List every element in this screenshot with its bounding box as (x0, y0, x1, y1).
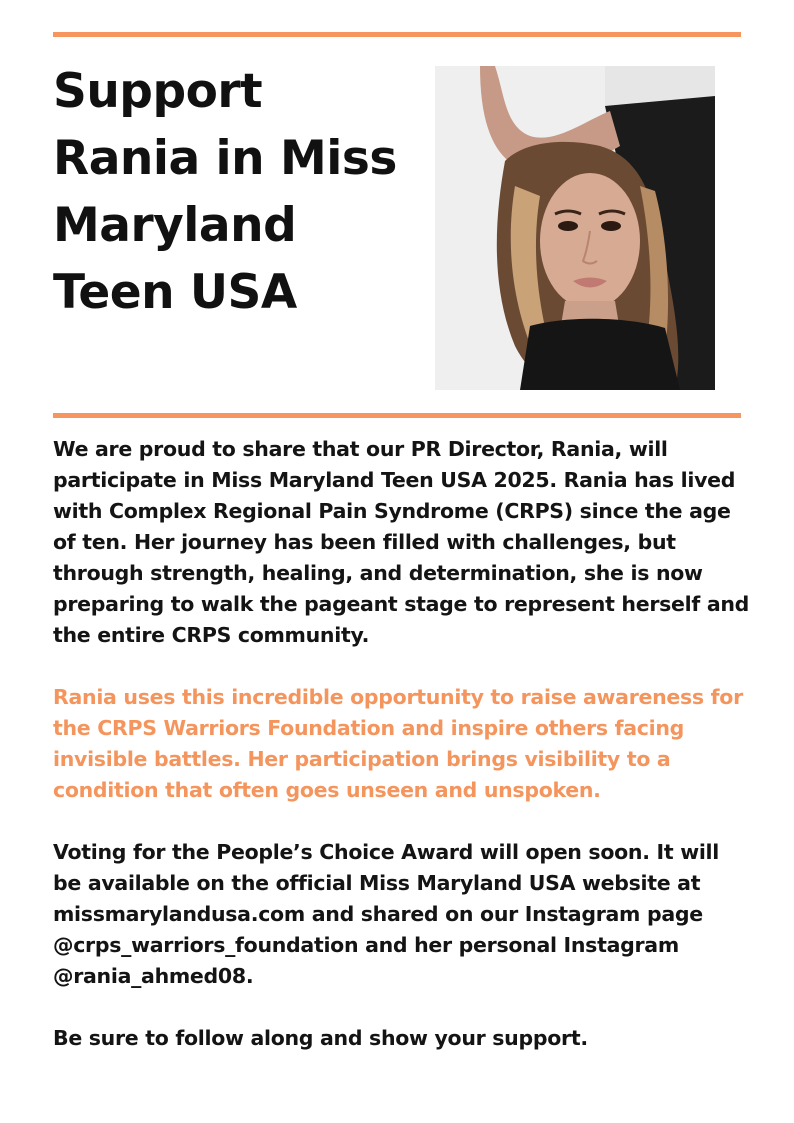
article-body (53, 434, 753, 1054)
closing-paragraph: Be sure to follow along and show your support. (53, 1026, 588, 1050)
portrait-illustration (435, 66, 715, 390)
middle-divider (53, 413, 741, 418)
top-divider (53, 32, 741, 37)
voting-paragraph: Voting for the People’s Choice Award will open soon. It will be available on the official Miss Maryland USA website at missmarylandusa.com and shared on our Instagram page @crps_warriors_foundation and her personal Instagram @rania_ahmed08. (53, 840, 720, 988)
awareness-paragraph: Rania uses this incredible opportunity to raise awareness for the CRPS Warriors Foundation and inspire others facing invisible battles. Her participation brings visibility to a condition that often goes unseen and unspoken. (53, 685, 743, 802)
portrait-photo (435, 66, 715, 390)
page-title: Support Rania in Miss Maryland Teen USA (53, 64, 397, 320)
intro-paragraph: We are proud to share that our PR Director, Rania, will participate in Miss Maryland Teen USA 2025. Rania has lived with Complex Regional Pain Syndrome (CRPS) since the age of ten. Her journey has been filled with challenges, but through strength, healing, and determination, she is now preparing to walk the pageant stage to represent herself and the entire CRPS community. (53, 437, 750, 647)
